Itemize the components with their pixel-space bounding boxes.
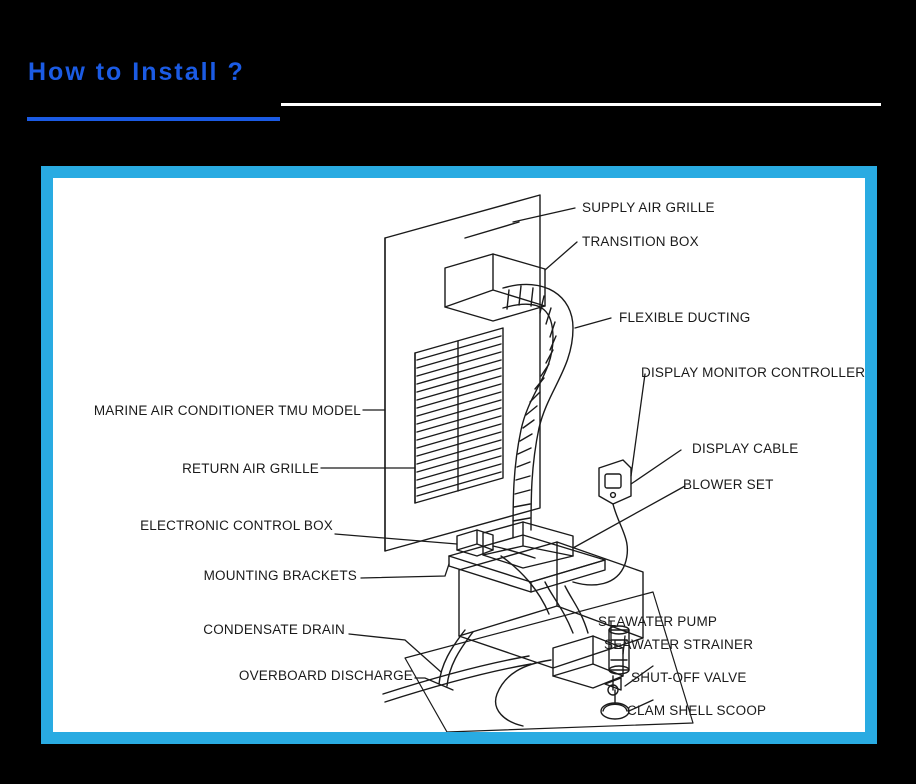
label-supply-air-grille: SUPPLY AIR GRILLE <box>582 200 715 215</box>
diagram-frame <box>41 166 877 744</box>
label-mounting-brackets: MOUNTING BRACKETS <box>203 568 357 583</box>
label-condensate-drain: CONDENSATE DRAIN <box>203 622 345 637</box>
header-band <box>0 0 916 150</box>
label-display-monitor-controller: DISPLAY MONITOR CONTROLLER <box>641 365 865 380</box>
label-return-air-grille: RETURN AIR GRILLE <box>182 461 319 476</box>
label-shut-off-valve: SHUT-OFF VALVE <box>631 670 747 685</box>
diagram-canvas <box>53 178 865 732</box>
title-underline-accent <box>27 117 280 121</box>
label-seawater-pump: SEAWATER PUMP <box>598 614 718 629</box>
label-flexible-ducting: FLEXIBLE DUCTING <box>619 310 751 325</box>
label-overboard-discharge: OVERBOARD DISCHARGE <box>238 668 413 683</box>
label-display-cable: DISPLAY CABLE <box>692 441 799 456</box>
label-electronic-control-box: ELECTRONIC CONTROL BOX <box>140 518 333 533</box>
title-underline-rule <box>281 103 881 106</box>
page-title: How to Install ? <box>28 58 245 86</box>
label-clam-shell-scoop: CLAM SHELL SCOOP <box>627 703 767 718</box>
label-blower-set: BLOWER SET <box>683 477 774 492</box>
label-transition-box: TRANSITION BOX <box>582 234 699 249</box>
label-seawater-strainer: SEAWATER STRAINER <box>604 637 754 652</box>
label-marine-air-conditioner-tmu-model: MARINE AIR CONDITIONER TMU MODEL <box>93 403 361 418</box>
